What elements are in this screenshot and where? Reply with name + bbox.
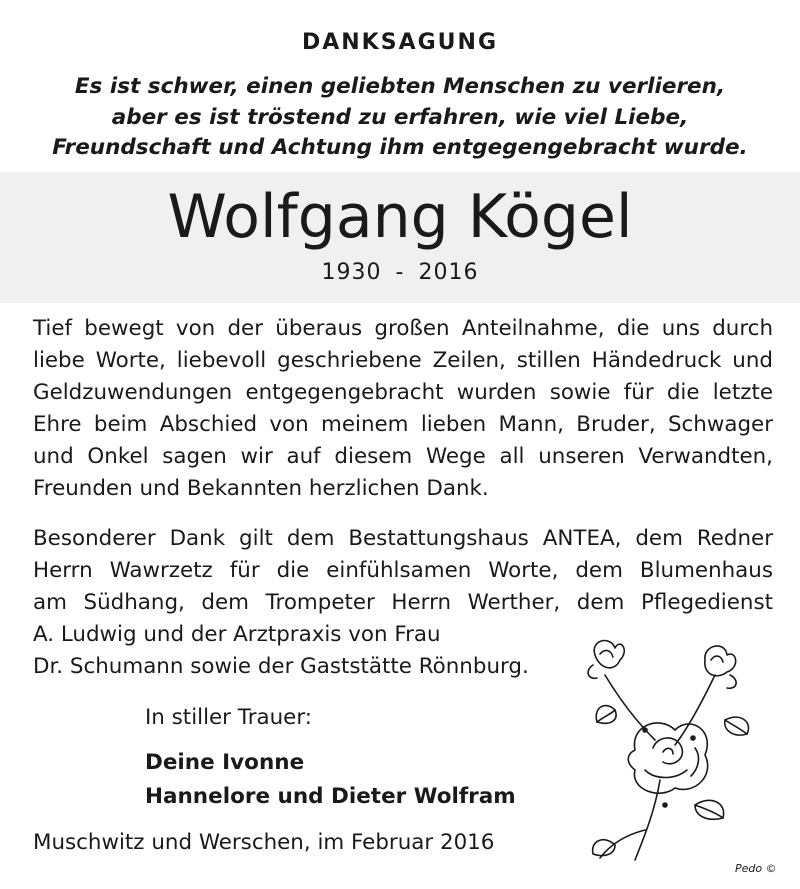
death-year: 2016: [418, 260, 479, 285]
paragraph-line: liebe Worte, liebevoll geschriebene Zeilen, stillen Händedruck und: [33, 348, 773, 373]
paragraph-line: und Onkel sagen wir auf diesem Wege all unseren Verwandten,: [33, 444, 773, 469]
date-separator: -: [395, 260, 405, 285]
name-band: [0, 172, 800, 303]
paragraph-line: A. Ludwig und der Arztpraxis von Frau: [33, 622, 441, 647]
paragraph-line: Dr. Schumann sowie der Gaststätte Rönnburg.: [33, 654, 529, 679]
deceased-name: Wolfgang Kögel: [167, 182, 633, 252]
place-date: Muschwitz und Werschen, im Februar 2016: [33, 830, 495, 855]
paragraph-line: Besonderer Dank gilt dem Bestattungshaus ANTEA, dem Redner: [33, 526, 773, 551]
signer: Hannelore und Dieter Wolfram: [145, 784, 516, 809]
paragraph-line: Tief bewegt von der überaus großen Anteilnahme, die uns durch: [33, 316, 773, 341]
life-dates: [0, 260, 800, 285]
signer: Deine Ivonne: [145, 750, 305, 775]
mourning-label: In stiller Trauer:: [145, 705, 312, 730]
motto-line: Freundschaft und Achtung ihm entgegengebracht wurde.: [52, 135, 748, 160]
paragraph-line: am Südhang, dem Trompeter Herrn Werther, dem Pflegedienst: [33, 590, 773, 615]
paragraph-line: Freunden und Bekannten herzlichen Dank.: [33, 476, 489, 501]
birth-year: 1930: [321, 260, 382, 285]
thanks-paragraph: [33, 313, 773, 505]
artist-signature: Pedo ©: [735, 862, 777, 875]
signers: [145, 746, 516, 814]
motto-line: aber es ist tröstend zu erfahren, wie viel Liebe,: [111, 104, 689, 130]
paragraph-line: Herrn Wawrzetz für die einfühlsamen Worte, dem Blumenhaus: [33, 558, 773, 583]
paragraph-line: Geldzuwendungen entgegengebracht wurden sowie für die letzte: [33, 380, 773, 405]
heading: DANKSAGUNG: [301, 30, 498, 55]
paragraph-line: Ehre beim Abschied von meinem lieben Mann, Bruder, Schwager: [33, 412, 773, 437]
motto: [0, 72, 800, 164]
motto-line: Es ist schwer, einen geliebten Menschen zu verlieren,: [74, 74, 726, 99]
roses-illustration-icon: [575, 630, 775, 870]
